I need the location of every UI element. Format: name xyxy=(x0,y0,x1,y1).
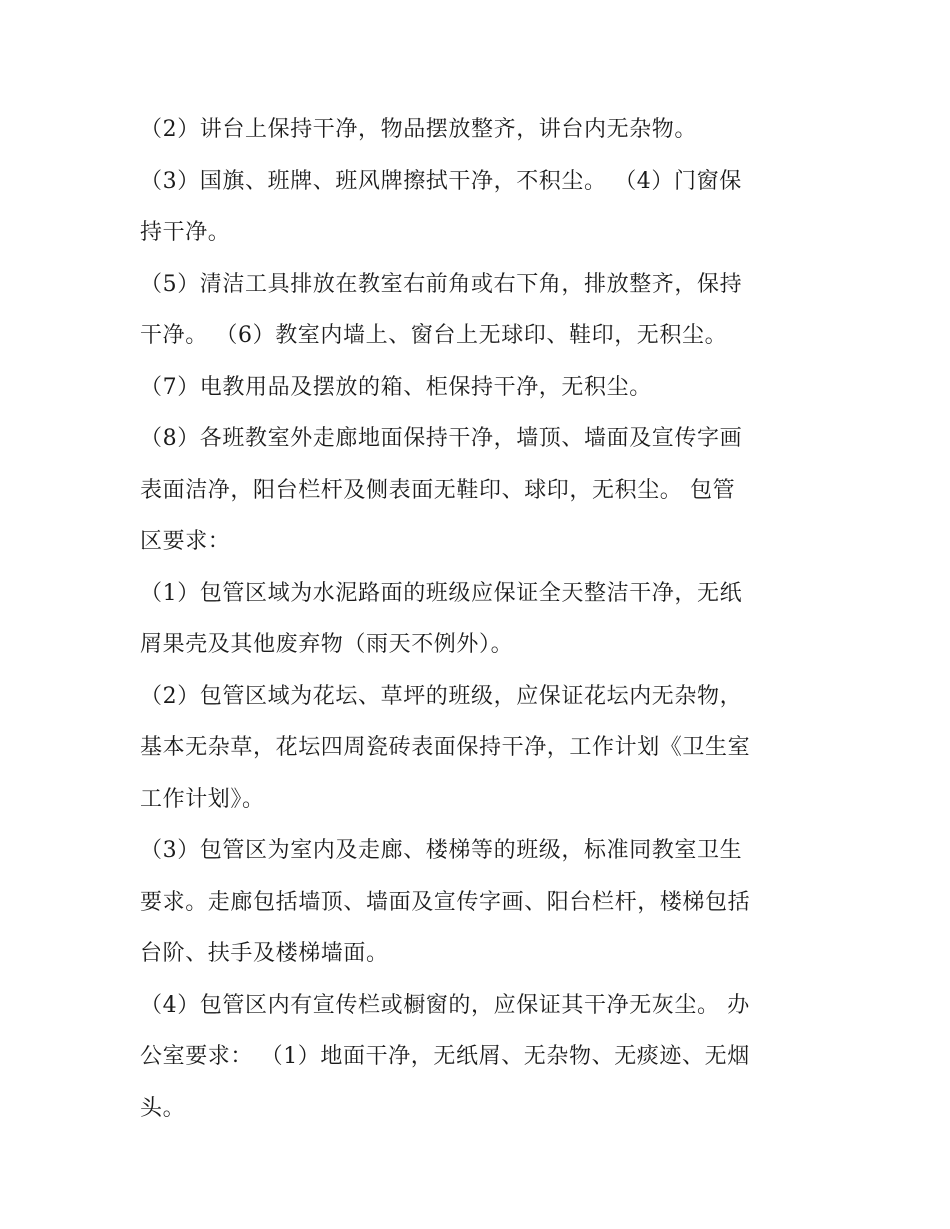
text-line: （3）国旗、班牌、班风牌擦拭干净，不积尘。 （4）门窗保 xyxy=(140,168,742,194)
text-line: 工作计划》。 xyxy=(140,786,265,812)
text-line: （5）清洁工具排放在教室右前角或右下角，排放整齐，保持 xyxy=(140,271,743,297)
text-line: 公室要求： （1）地面干净，无纸屑、无杂物、无痰迹、无烟 xyxy=(140,1044,750,1069)
text-line: 屑果壳及其他废弃物（雨天不例外）。 xyxy=(140,632,514,657)
text-line: 区要求： xyxy=(140,529,231,554)
text-line: （3）包管区为室内及走廊、楼梯等的班级，标准同教室卫生 xyxy=(140,838,743,863)
text-line: （8）各班教室外走廊地面保持干净，墙顶、墙面及宣传字画 xyxy=(140,426,743,451)
document-body xyxy=(140,104,820,1134)
text-line: （2）讲台上保持干净，物品摆放整齐，讲台内无杂物。 xyxy=(140,117,697,142)
paragraph xyxy=(140,104,820,1134)
text-line: （4）包管区内有宣传栏或橱窗的，应保证其干净无灰尘。 办 xyxy=(140,992,750,1018)
text-line: （7）电教用品及摆放的箱、柜保持干净，无积尘。 xyxy=(140,374,652,400)
text-line: 基本无杂草，花坛四周瓷砖表面保持干净，工作计划《卫生室 xyxy=(140,735,751,760)
text-line: （2）包管区域为花坛、草坪的班级，应保证花坛内无杂物， xyxy=(140,683,743,709)
text-line: （1）包管区域为水泥路面的班级应保证全天整洁干净，无纸 xyxy=(140,580,743,606)
text-line: 表面洁净，阳台栏杆及侧表面无鞋印、球印，无积尘。 包管 xyxy=(140,477,736,503)
text-line: 头。 xyxy=(140,1095,186,1121)
text-line: 台阶、扶手及楼梯墙面。 xyxy=(140,941,389,966)
text-line: 持干净。 xyxy=(140,220,231,245)
text-line: 要求。走廊包括墙顶、墙面及宣传字画、阳台栏杆，楼梯包括 xyxy=(140,889,751,915)
text-line: 干净。 （6）教室内墙上、窗台上无球印、鞋印，无积尘。 xyxy=(140,323,728,348)
